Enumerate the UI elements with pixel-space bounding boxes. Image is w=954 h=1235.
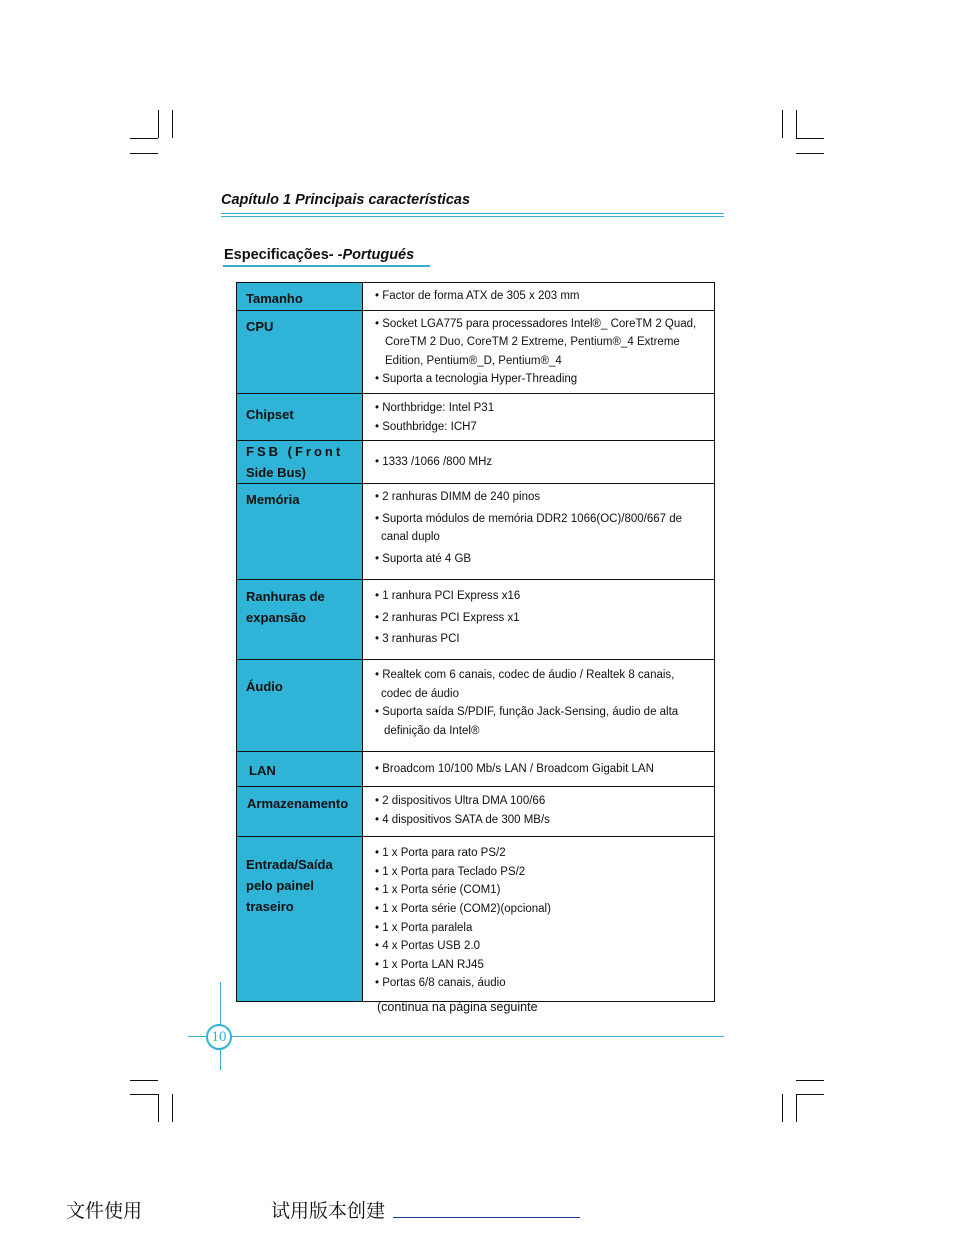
table-row [237, 752, 715, 787]
list-item: • Suporta módulos de memória DDR2 1066(OC)/800/667 de canal duplo [375, 512, 683, 544]
row-values [363, 441, 715, 484]
section-title [224, 247, 414, 263]
section-title-main: Especificações- [224, 247, 338, 263]
crop-mark [782, 110, 783, 138]
crop-mark [130, 138, 158, 139]
row-label: Memória [237, 484, 363, 580]
table-row [237, 580, 715, 660]
row-label-line: Ranhuras de [246, 589, 325, 605]
list-item: • Suporta saída S/PDIF, função Jack-Sensing, áudio de alta definição da Intel® [375, 706, 679, 737]
table-row [237, 484, 715, 580]
table-row [237, 310, 715, 393]
section-title-italic: -Portugués [337, 247, 415, 263]
row-label: Chipset [237, 393, 363, 440]
list-item: • 4 x Portas USB 2.0 [375, 940, 481, 953]
row-values [363, 580, 715, 660]
row-label-line: pelo painel [246, 878, 314, 894]
crop-mark [130, 153, 158, 154]
list-item: • 2 ranhuras PCI Express x1 [375, 611, 520, 624]
crop-mark [796, 1080, 824, 1081]
header-rule [221, 213, 724, 214]
crop-mark [172, 110, 173, 138]
continue-note: (continua na página seguinte [377, 1000, 538, 1014]
list-item: • 2 dispositivos Ultra DMA 100/66 [375, 795, 546, 808]
row-label-line: traseiro [246, 899, 294, 915]
row-values [363, 787, 715, 837]
list-item: • 1 x Porta LAN RJ45 [375, 958, 484, 971]
crop-mark [796, 1094, 797, 1122]
section-underline [223, 265, 430, 267]
list-item: • Northbridge: Intel P31 [375, 401, 495, 414]
table-row [237, 837, 715, 1002]
footer-link-line [393, 1217, 580, 1218]
footer-text-left: 文件使用 [66, 1200, 143, 1222]
crop-mark [782, 1094, 783, 1122]
row-label: LAN [237, 752, 363, 787]
crop-mark [130, 1094, 158, 1095]
row-label [237, 441, 363, 484]
row-values [363, 283, 715, 311]
row-label: Áudio [237, 660, 363, 752]
row-label: CPU [237, 310, 363, 393]
crop-mark [158, 1094, 159, 1122]
list-item: • 1 x Porta para rato PS/2 [375, 847, 506, 860]
crop-mark [130, 1080, 158, 1081]
page-number: 10 [206, 1024, 232, 1050]
table-row [237, 393, 715, 440]
row-label-line: Entrada/Saída [246, 857, 333, 873]
table-row [237, 283, 715, 311]
row-values [363, 310, 715, 393]
list-item: • 4 dispositivos SATA de 300 MB/s [375, 813, 550, 826]
list-item: • Suporta a tecnologia Hyper-Threading [375, 373, 578, 386]
list-item: • Southbridge: ICH7 [375, 420, 477, 433]
header-rule [221, 216, 724, 217]
crop-mark [796, 110, 797, 138]
footer-rule [188, 1036, 724, 1037]
crop-mark [172, 1094, 173, 1122]
row-values [363, 484, 715, 580]
footer-text-right: 试用版本创建 [271, 1200, 386, 1222]
list-item: • 1 x Porta paralela [375, 921, 473, 934]
list-item: • 3 ranhuras PCI [375, 633, 460, 646]
crop-mark [796, 153, 824, 154]
list-item: • Broadcom 10/100 Mb/s LAN / Broadcom Gigabit LAN [375, 763, 654, 776]
crop-mark [796, 138, 824, 139]
row-values [363, 660, 715, 752]
row-label: Tamanho [237, 283, 363, 311]
list-item: • Portas 6/8 canais, áudio [375, 977, 506, 990]
row-values [363, 837, 715, 1002]
table-row [237, 660, 715, 752]
list-item: • Suporta até 4 GB [375, 552, 472, 565]
row-label-line: expansão [246, 610, 306, 626]
list-item: • 1 x Porta série (COM2)(opcional) [375, 902, 551, 915]
list-item: • Socket LGA775 para processadores Intel®_ CoreTM 2 Quad, CoreTM 2 Duo, CoreTM 2 Extreme, Pentium®_4 Extreme Edition, Pentium®_D, Pentium®_4 [375, 317, 697, 367]
list-item: • 1 ranhura PCI Express x16 [375, 590, 521, 603]
crop-mark [796, 1094, 824, 1095]
list-item: • 2 ranhuras DIMM de 240 pinos [375, 491, 541, 504]
row-values [363, 752, 715, 787]
table-row [237, 787, 715, 837]
row-label: Armazenamento [237, 787, 363, 837]
list-item: • 1 x Porta para Teclado PS/2 [375, 865, 526, 878]
row-label [237, 580, 363, 660]
table-row [237, 441, 715, 484]
row-values [363, 393, 715, 440]
list-item: • 1333 /1066 /800 MHz [375, 456, 493, 469]
row-label-line: Side Bus) [246, 465, 306, 481]
list-item: • 1 x Porta série (COM1) [375, 884, 501, 897]
crop-mark [158, 110, 159, 138]
row-label [237, 837, 363, 1002]
chapter-title: Capítulo 1 Principais características [221, 192, 471, 208]
spec-table [236, 282, 715, 1002]
row-label-line: FSB (Front [246, 444, 344, 460]
list-item: • Factor de forma ATX de 305 x 203 mm [375, 290, 580, 302]
list-item: • Realtek com 6 canais, codec de áudio / Realtek 8 canais, codec de áudio [375, 669, 675, 700]
